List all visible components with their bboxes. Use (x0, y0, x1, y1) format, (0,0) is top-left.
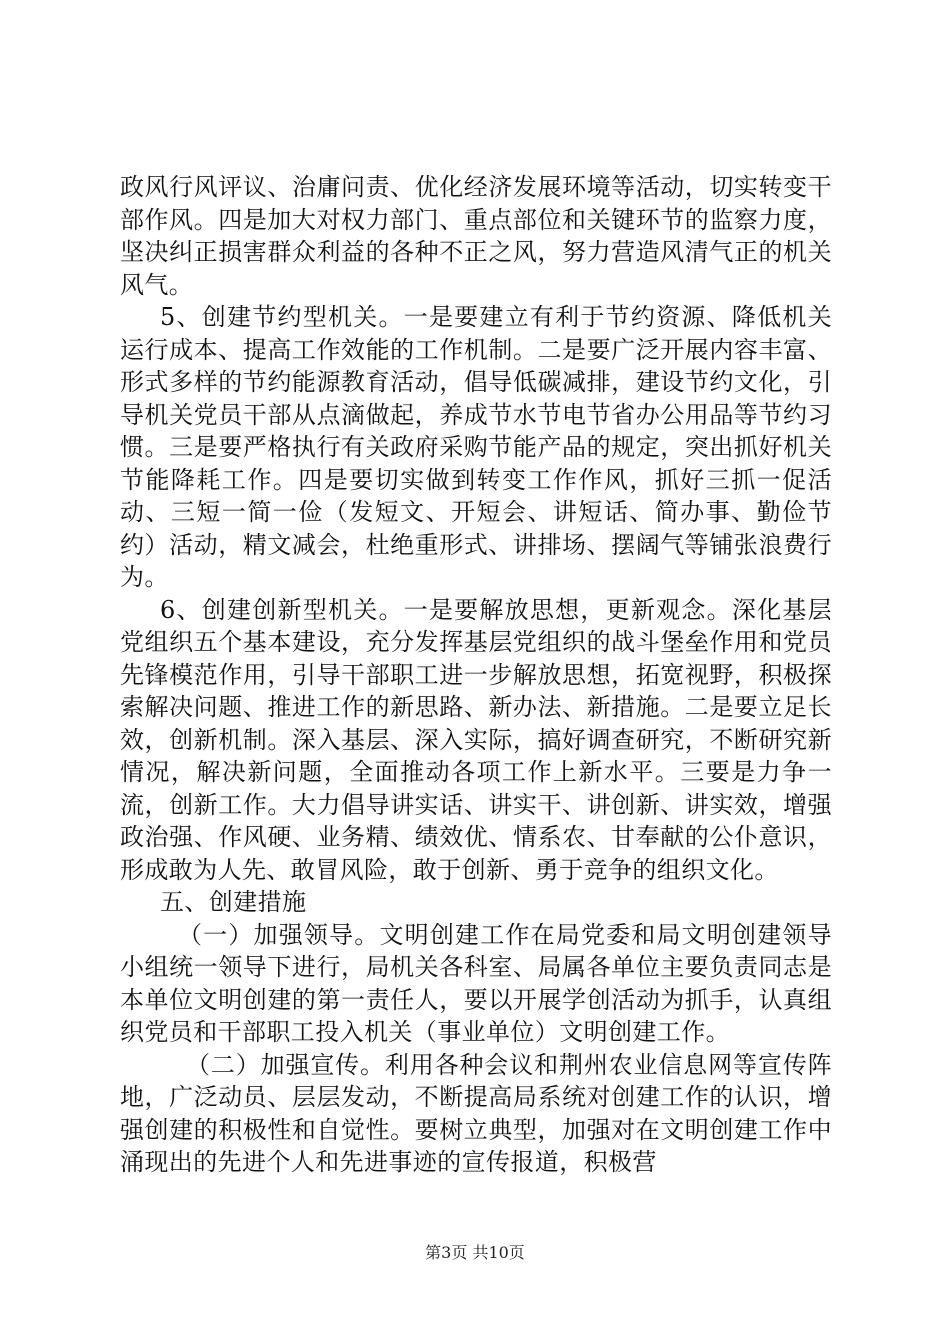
section-heading-measures: 五、创建措施 (160, 888, 307, 916)
page-footer: 第3页 共10页 (425, 1243, 525, 1262)
document-body (120, 171, 832, 1179)
paragraph-item-6: 6、创建创新型机关。一是要解放思想，更新观念。深化基层党组织五个基本建设，充分发挥基层党组织的战斗堡垒作用和党员先锋模范作用，引导干部职工进一步解放思想，拓宽视野，积极探索解决问题、推进工作的新思路、新办法、新措施。二是要立足长效，创新机制。深入基层、深入实际，搞好调查研究，不断研究新情况，解决新问题，全面推动各项工作上新水平。三要是力争一流，创新工作。大力倡导讲实话、讲实干、讲创新、讲实效，增强政治强、作风硬、业务精、绩效优、情系农、甘奉献的公仆意识，形成敢为人先、敢冒风险，敢于创新、勇于竞争的组织文化。 (120, 595, 832, 884)
paragraph-measure-1: （一）加强领导。文明创建工作在局党委和局文明创建领导小组统一领导下进行，局机关各科室、局属各单位主要负责同志是本单位文明创建的第一责任人，要以开展学创活动为抓手，认真组织党员和干部职工投入机关（事业单位）文明创建工作。 (120, 920, 832, 1046)
paragraph-measure-2: （二）加强宣传。利用各种会议和荆州农业信息网等宣传阵地，广泛动员、层层发动，不断提高局系统对创建工作的认识，增强创建的积极性和自觉性。要树立典型，加强对在文明创建工作中涌现出的先进个人和先进事迹的宣传报道，积极营 (120, 1050, 832, 1176)
paragraph-item-5: 5、创建节约型机关。一是要建立有利于节约资源、降低机关运行成本、提高工作效能的工作机制。二是要广泛开展内容丰富、形式多样的节约能源教育活动，倡导低碳减排，建设节约文化，引导机关党员干部从点滴做起，养成节水节电节省办公用品等节约习惯。三是要严格执行有关政府采购节能产品的规定，突出抓好机关节能降耗工作。四是要切实做到转变工作作风，抓好三抓一促活动、三短一简一俭（发短文、开短会、讲短话、简办事、勤俭节约）活动，精文减会，杜绝重形式、讲排场、摆阔气等铺张浪费行为。 (120, 303, 832, 591)
paragraph-continued-style: 政风行风评议、治庸问责、优化经济发展环境等活动，切实转变干部作风。四是加大对权力部门、重点部位和关键环节的监察力度，坚决纠正损害群众利益的各种不正之风，努力营造风清气正的机关风气。 (120, 173, 832, 299)
